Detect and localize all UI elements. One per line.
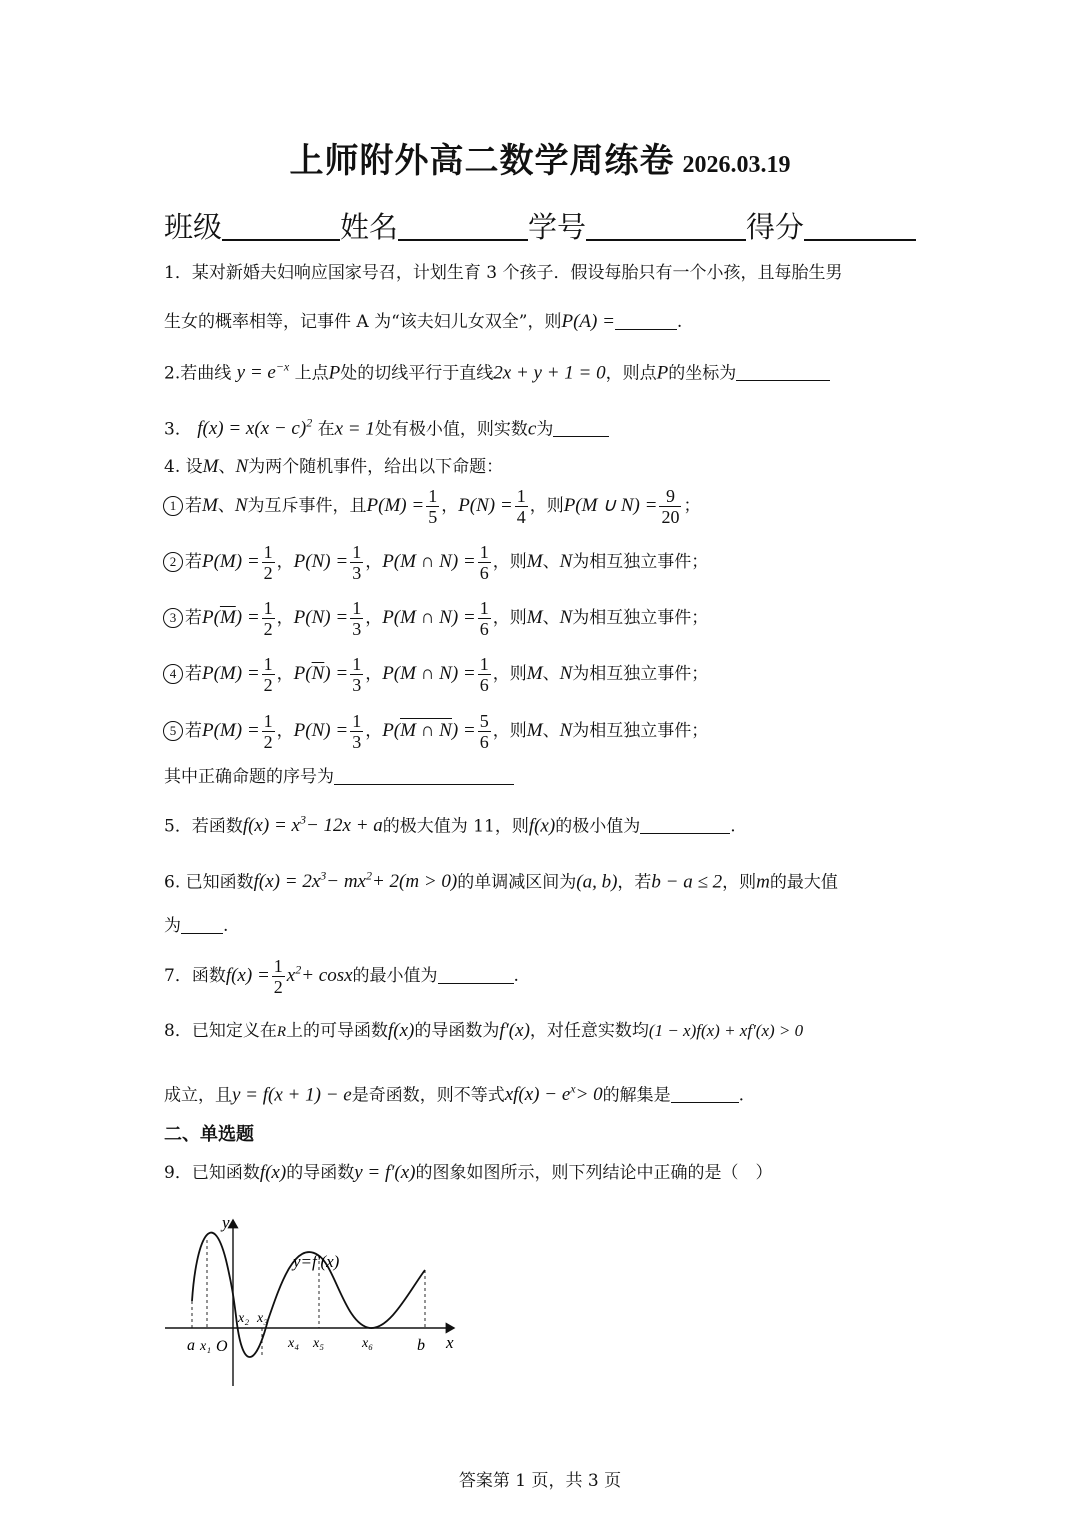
q3-text-b: 处有极小值，则实数	[374, 419, 528, 440]
s2-text-d: 为相互独立事件；	[572, 552, 709, 572]
q8-fx: f(x)	[388, 1020, 415, 1041]
q6-line2	[164, 915, 228, 937]
s2-frac-3	[478, 542, 491, 583]
q3-num: 3．	[164, 419, 192, 440]
s4-pn-b: ) =	[324, 663, 349, 684]
q1-line1: 1．某对新婚夫妇响应国家号召，计划生育 3 个孩子．假设每胎只有一个小孩，且每胎生男	[164, 263, 843, 283]
q6-text-a: 6. 已知函数	[164, 872, 254, 893]
s3-frac-2	[350, 598, 363, 639]
q8-ineq2-b: > 0	[575, 1084, 603, 1106]
q7-func	[286, 962, 353, 986]
s2-sep: 、	[542, 552, 560, 572]
s3-frac-1	[262, 598, 275, 639]
frac-num: 1	[263, 711, 273, 731]
q9-text-b: 的导函数	[286, 1163, 355, 1183]
q3-func-exp: 2	[306, 416, 313, 430]
s5-pi-b: ) =	[451, 720, 476, 741]
q2-curve-exp: −x	[275, 360, 290, 374]
s3-pm	[202, 607, 260, 628]
s2-pn: P(N) =	[293, 551, 349, 572]
s4-text-d: 为相互独立事件；	[572, 664, 709, 684]
page-footer: 答案第 1 页，共 3 页	[458, 1471, 622, 1491]
circled-number: 5	[163, 721, 183, 741]
frac-num: 1	[263, 598, 273, 618]
name-label: 姓名	[340, 210, 399, 244]
s1-frac-1	[426, 486, 439, 527]
q7-func-b: x	[286, 965, 296, 986]
s4-frac-1	[262, 654, 275, 695]
label-x6: x₆	[362, 1336, 374, 1351]
q3	[164, 412, 609, 440]
s3-text-d: 为相互独立事件；	[572, 608, 709, 628]
frac-den: 3	[352, 675, 362, 695]
s2-n: N	[559, 551, 573, 572]
score-label: 得分	[746, 210, 805, 244]
q2-text-b: 上点	[294, 363, 329, 384]
q6-func-a: f(x) = 2x	[253, 871, 321, 893]
q9-text-a: 9．已知函数	[164, 1163, 260, 1183]
frac-den: 3	[352, 619, 362, 639]
s1-text-b: 为互斥事件，且	[247, 496, 367, 516]
q8-text-a: 8．已知定义在	[164, 1021, 277, 1041]
frac-den: 6	[479, 675, 489, 695]
q3-cond: x = 1	[334, 418, 375, 440]
q6-text-c: ，若	[617, 872, 652, 893]
q8-text-f: 是奇函数，则不等式	[351, 1085, 505, 1106]
q3-func-base: f(x) = x(x − c)	[197, 418, 307, 440]
title-date: 2026.03.19	[682, 152, 791, 178]
q8-fpx: f′(x)	[499, 1020, 530, 1041]
s5-sep: 、	[542, 721, 560, 741]
q8-ineq2-a: xf(x) − e	[504, 1084, 571, 1106]
s1-pu: P(M ∪ N) =	[563, 495, 658, 516]
curve-label: y=f′(x)	[293, 1252, 340, 1271]
q7-frac	[272, 956, 285, 997]
q6-cond: b − a ≤ 2	[651, 871, 723, 893]
s5-frac-1	[262, 711, 275, 752]
circled-number: 2	[163, 552, 183, 572]
q8-ineq: (1 − x)f(x) + xf′(x) > 0	[648, 1021, 804, 1040]
s2-pm: P(M) =	[202, 551, 260, 572]
frac-den: 4	[516, 507, 526, 527]
s2-frac-2	[350, 542, 363, 583]
q7	[164, 956, 519, 997]
s1-frac-2	[515, 486, 528, 527]
s4-text-a: 若	[185, 664, 202, 684]
frac-num: 1	[479, 654, 489, 674]
q3-var-c: c	[527, 418, 537, 440]
q4-statement-4: 4 若P(M) = $\frac{1}{2}$ ，$P(\overline{N})$ = $\frac{1}{3}$ ，P(M ∩ N) = $\frac{1}{6}$ ，则M、N为相互独立事件；	[163, 654, 708, 695]
s4-pi: P(M ∩ N) =	[382, 663, 476, 684]
s4-pn	[294, 663, 349, 684]
s4-frac-2	[350, 654, 363, 695]
q5-func-exp: 3	[299, 813, 306, 827]
label-a: a	[187, 1337, 195, 1354]
q4-statement-1: 1 若M、N为互斥事件，且P(M) = $\frac{1}{5}$ ，P(N) = $\frac{1}{4}$ ，则P(M ∪ N) = $\frac{9}{20}$ ；	[163, 486, 700, 527]
q8-text-g: 的解集是	[602, 1085, 671, 1106]
s2-text-a: 若	[185, 552, 202, 572]
q4-answer-text: 其中正确命题的序号为	[164, 767, 334, 787]
q4-m: M	[202, 456, 219, 477]
y-axis-label: y	[222, 1213, 230, 1232]
q2-curve	[237, 362, 290, 383]
s5-text-c: ，则	[492, 721, 527, 741]
q6-text-b: 的单调减区间为	[457, 872, 577, 893]
s1-n: N	[234, 495, 248, 516]
frac-den: 2	[263, 732, 273, 752]
frac-den: 2	[263, 563, 273, 583]
frac-num: 1	[479, 598, 489, 618]
label-origin: O	[216, 1338, 228, 1355]
s2-frac-1	[262, 542, 275, 583]
q1-expr: P(A) =	[561, 311, 615, 332]
q1-end: .	[676, 312, 683, 332]
q5-text-c: 的极小值为	[555, 816, 641, 837]
label-x4: x₄	[288, 1336, 300, 1351]
s2-pi: P(M ∩ N) =	[382, 551, 476, 572]
frac-den: 2	[263, 675, 273, 695]
s5-pn: P(N) =	[293, 720, 349, 741]
s3-text-c: ，则	[492, 608, 527, 628]
q8-text-c: 的导函数为	[414, 1021, 500, 1041]
q8-r: R	[276, 1024, 286, 1040]
q2-point-p2: P	[656, 362, 669, 384]
q7-answer-blank[interactable]	[438, 966, 514, 984]
q3-func	[197, 418, 312, 439]
q6-func-b: − mx	[326, 871, 366, 893]
circled-number: 4	[163, 664, 183, 684]
label-x3: x₃	[257, 1311, 269, 1326]
q8-text-d: ，对任意实数均	[529, 1021, 649, 1041]
q2-text-c: 处的切线平行于直线	[340, 363, 494, 384]
s5-pm: P(M) =	[202, 720, 260, 741]
s5-text-a: 若	[185, 721, 202, 741]
q5-fx: f(x)	[528, 815, 556, 837]
q6-line1	[164, 865, 838, 893]
circled-number: 1	[163, 496, 183, 516]
q6-func-exp2: 2	[365, 869, 372, 883]
s3-pm-b: ) =	[235, 607, 260, 628]
q8-text-b: 上的可导函数	[286, 1021, 388, 1041]
s4-pm: P(M) =	[202, 663, 260, 684]
q8-line1	[164, 1020, 803, 1043]
q7-text-b: 的最小值为	[352, 966, 438, 986]
s3-frac-3	[478, 598, 491, 639]
frac-num: 1	[352, 654, 362, 674]
s3-pi: P(M ∩ N) =	[382, 607, 476, 628]
q6-text-e: 的最大值	[769, 872, 838, 893]
q9-text-c: 的图象如图所示，则下列结论中正确的是（ ）	[415, 1163, 773, 1183]
q6-end: .	[223, 916, 229, 936]
score-blank[interactable]	[804, 213, 916, 241]
q5-func-b: − 12x + a	[305, 815, 383, 837]
s1-m: M	[202, 495, 218, 516]
label-x2: x₂	[238, 1311, 250, 1326]
q1-answer-blank[interactable]	[615, 312, 677, 330]
frac-num: 1	[263, 654, 273, 674]
frac-num: 1	[428, 486, 438, 506]
q4-answer-blank[interactable]	[334, 767, 514, 785]
q8-ineq2-exp: x	[570, 1082, 576, 1096]
s5-text-d: 为相互独立事件；	[572, 721, 709, 741]
id-label: 学号	[528, 210, 587, 244]
frac-num: 1	[263, 542, 273, 562]
x-axis-label: x	[446, 1333, 454, 1352]
q4-statement-5: 5 若P(M) = $\frac{1}{2}$ ，P(N) = $\frac{1}{3}$ ，P(M ∩ N) = $\frac{5}{6}$ ，则M、N为相互独立事件；	[163, 711, 708, 752]
frac-den: 6	[479, 619, 489, 639]
s5-pi-a: P(	[382, 720, 401, 741]
q6-answer-blank[interactable]	[181, 916, 223, 934]
q4-intro-b: 为两个随机事件，给出以下命题：	[248, 457, 504, 477]
q5-answer-blank[interactable]	[640, 816, 730, 834]
s3-pm-a: P(	[202, 607, 220, 628]
frac-num: 1	[352, 598, 362, 618]
s5-frac-3	[478, 711, 491, 752]
page-title	[0, 133, 1080, 182]
s5-frac-2	[350, 711, 363, 752]
q8-text-e: 成立，且	[164, 1085, 232, 1106]
frac-num: 9	[659, 486, 681, 507]
s3-m: M	[526, 607, 543, 628]
frac-num: 1	[352, 711, 362, 731]
s5-pi	[382, 718, 476, 741]
label-x1: x₁	[200, 1339, 212, 1354]
s4-text-c: ，则	[492, 664, 527, 684]
q5-text-b: 的极大值为 11，则	[382, 816, 529, 837]
s1-text-c: ，则	[529, 496, 564, 516]
q7-fx: f(x) =	[225, 965, 270, 986]
q5-text-a: 5．若函数	[164, 816, 243, 837]
section-heading: 二、单选题	[164, 1124, 254, 1145]
q7-text-a: 7．函数	[164, 966, 226, 986]
class-blank[interactable]	[222, 213, 340, 241]
q1-text: 生女的概率相等，记事件 A 为“该夫妇儿女双全”，则	[164, 312, 562, 332]
q7-func-exp: 2	[295, 962, 302, 977]
frac-num: 1	[352, 542, 362, 562]
q2-line: 2x + y + 1 = 0	[493, 362, 606, 384]
q4-intro	[164, 456, 503, 478]
s4-n-bar: $\overline{N}$	[311, 663, 325, 684]
id-blank[interactable]	[586, 213, 746, 241]
circled-number: 3	[163, 608, 183, 628]
q6-var-m: m	[756, 871, 770, 893]
s5-n: N	[559, 720, 573, 741]
q3-answer-blank[interactable]	[553, 419, 609, 437]
q7-end: .	[513, 966, 519, 986]
s1-sep: 、	[217, 496, 235, 516]
s2-text-c: ，则	[492, 552, 527, 572]
label-x5: x₅	[313, 1336, 325, 1351]
s1-pn: P(N) =	[458, 495, 513, 516]
name-blank[interactable]	[398, 213, 528, 241]
q5-func	[243, 815, 383, 836]
q1-line2	[164, 311, 682, 333]
s3-m-bar: $\overline{M}$	[219, 607, 236, 628]
q6-text-f: 为	[164, 916, 181, 936]
q5-end: .	[730, 816, 736, 837]
q9	[164, 1162, 772, 1184]
frac-num: 1	[516, 486, 526, 506]
frac-den: 2	[263, 619, 273, 639]
s3-text-a: 若	[185, 608, 202, 628]
q4-answer	[164, 766, 514, 788]
q8-answer-blank[interactable]	[671, 1085, 739, 1103]
frac-den: 6	[479, 563, 489, 583]
q4-statement-2: 2 若P(M) = $\frac{1}{2}$ ，P(N) = $\frac{1}{3}$ ，P(M ∩ N) = $\frac{1}{6}$ ，则M、N为相互独立事件；	[163, 542, 708, 583]
q8-end: .	[738, 1085, 745, 1106]
q4-statement-3: 3 若$P(\overline{M})$ = $\frac{1}{2}$ ，P(N) = $\frac{1}{3}$ ，P(M ∩ N) = $\frac{1}{6}$ ，则M、N为相互独立事件；	[163, 598, 708, 639]
s4-frac-3	[478, 654, 491, 695]
s3-pn: P(N) =	[293, 607, 349, 628]
q6-text-d: ，则	[722, 872, 757, 893]
s1-frac-3	[659, 486, 681, 527]
q5-func-a: f(x) = x	[242, 815, 300, 837]
class-label: 班级	[164, 210, 223, 244]
q7-func-c: + cosx	[301, 965, 353, 986]
frac-den: 2	[273, 977, 283, 997]
q8-odd: y = f(x + 1) − e	[232, 1084, 352, 1106]
frac-den: 3	[352, 732, 362, 752]
title-text: 上师附外高二数学周练卷	[289, 141, 675, 181]
s5-m: M	[526, 720, 543, 741]
frac-den: 5	[428, 507, 438, 527]
q9-fp: y = f′(x)	[354, 1162, 416, 1183]
q8-ineq2	[505, 1084, 603, 1105]
q4-sep: 、	[218, 457, 236, 477]
q6-func	[254, 871, 458, 892]
s1-text-a: 若	[185, 496, 202, 516]
s4-sep: 、	[542, 664, 560, 684]
frac-num: 1	[479, 542, 489, 562]
s5-intersection-bar: M ∩ N	[400, 720, 452, 741]
q3-text-d: 为	[536, 419, 554, 440]
derivative-graph	[160, 1210, 470, 1390]
s4-n: N	[559, 663, 573, 684]
frac-num: 1	[273, 956, 283, 976]
q9-fx: f(x)	[259, 1162, 287, 1183]
q4-n: N	[235, 456, 249, 477]
q6-interval: (a, b)	[576, 871, 618, 893]
q2-text-a: 2.若曲线	[164, 363, 232, 384]
q4-intro-a: 4. 设	[164, 457, 203, 477]
q2-answer-blank[interactable]	[736, 363, 830, 381]
s1-end: ；	[683, 496, 701, 516]
q6-func-c: + 2(m > 0)	[371, 871, 458, 893]
q8-line2	[164, 1078, 744, 1106]
q3-text-a: 在	[317, 419, 335, 440]
s2-m: M	[526, 551, 543, 572]
s3-sep: 、	[542, 608, 560, 628]
frac-den: 20	[661, 507, 680, 527]
q2	[164, 356, 830, 384]
frac-den: 3	[352, 563, 362, 583]
q2-point-p: P	[328, 362, 341, 384]
s4-m: M	[526, 663, 543, 684]
s4-pn-a: P(	[293, 663, 312, 684]
frac-num: 5	[479, 711, 489, 731]
q5	[164, 809, 736, 837]
student-info	[164, 205, 916, 246]
q2-text-d: ，则点	[605, 363, 657, 384]
label-b: b	[417, 1337, 425, 1354]
s1-pm: P(M) =	[366, 495, 425, 516]
q6-func-exp3: 3	[320, 869, 327, 883]
frac-den: 6	[479, 732, 489, 752]
q2-text-e: 的坐标为	[668, 363, 737, 384]
s3-n: N	[559, 607, 573, 628]
q2-curve-base: y = e	[236, 362, 276, 384]
